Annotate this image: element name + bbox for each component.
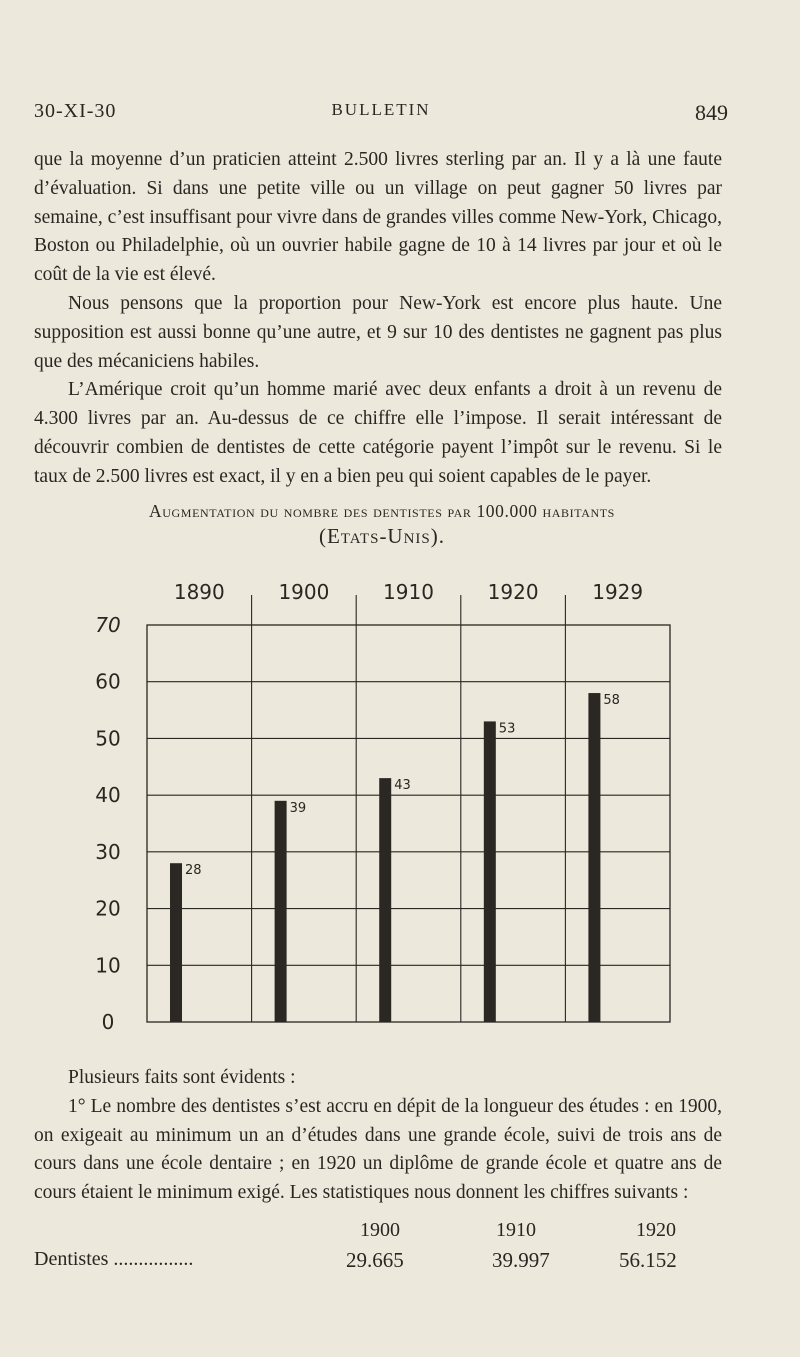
y-tick-label: 30 xyxy=(95,839,121,864)
y-tick-label: 50 xyxy=(95,726,121,751)
stats-value: 56.152 xyxy=(619,1248,677,1272)
y-tick-label: 40 xyxy=(95,783,121,808)
stats-year: 1900 xyxy=(360,1219,400,1241)
y-tick-label: 20 xyxy=(95,896,121,921)
stats-value: 29.665 xyxy=(346,1248,404,1272)
bar-value-label: 28 xyxy=(185,863,202,879)
statistics-table xyxy=(34,1219,734,1289)
bar xyxy=(170,863,182,1022)
paragraph: L’Amérique croit qu’un homme marié avec deux enfants a droit à un revenu de 4.300 livres par an. Au-dessus de ce chiffre elle l’impose. Il serait intéressant de découvrir combien de dentistes de cette catégorie payent l’impôt sur le revenu. Si le taux de 2.500 livres est exact, il y en a bien peu qui soient capables de le payer. xyxy=(34,379,722,487)
bar xyxy=(379,778,391,1022)
bar-chart xyxy=(80,575,680,1035)
y-tick-label: 70 xyxy=(95,613,121,637)
page-number: 849 xyxy=(695,100,728,125)
bar-value-label: 39 xyxy=(289,800,307,816)
bar-value-label: 43 xyxy=(394,778,411,794)
x-category-label: 1890 xyxy=(173,580,225,604)
y-tick-label: 60 xyxy=(95,669,121,694)
chart-subtitle: (Etats-Unis). xyxy=(318,524,446,548)
y-tick-label: 10 xyxy=(95,953,121,978)
paragraph: 1° Le nombre des dentistes s’est accru en dépit de la longueur des études : en 1900, on exigeait au minimum un an d’études dans une grande école, suivi de trois ans de cours dans une école dentaire ; en 1920 un diplôme de grande école et quatre ans de cours étaient le minimum exigé. Les statistiques nous donnent les chiffres suivants : xyxy=(34,1095,722,1204)
y-tick-label: 0 xyxy=(101,1010,115,1034)
bar xyxy=(588,693,600,1022)
bar xyxy=(484,721,496,1022)
paragraph: que la moyenne d’un praticien atteint 2.500 livres sterling par an. Il y a là une faute d’évaluation. Si dans une petite ville ou un village on peut gagner 50 livres par semaine, c’est insuffisant pour vivre dans de grandes villes comme New-York, Chicago, Boston ou Philadelphie, où un ouvrier habile gagne de 10 à 14 livres par jour et où le coût de la vie est élevé. xyxy=(34,149,722,286)
paragraph: Plusieurs faits sont évidents : xyxy=(68,1067,296,1088)
bar xyxy=(275,801,287,1022)
x-category-label: 1900 xyxy=(278,580,330,604)
bar-value-label: 58 xyxy=(603,693,620,709)
x-category-label: 1910 xyxy=(383,580,434,604)
chart-title: Augmentation du nombre des dentistes par 100.000 habitants xyxy=(149,501,615,521)
running-header xyxy=(34,100,728,130)
x-category-label: 1920 xyxy=(487,580,539,604)
x-category-label: 1929 xyxy=(592,580,644,604)
stats-value: 39.997 xyxy=(492,1248,550,1272)
stats-year: 1910 xyxy=(496,1219,536,1241)
body-text-bottom xyxy=(34,1064,722,1208)
bar-value-label: 53 xyxy=(498,721,516,737)
paragraph: Nous pensons que la proportion pour New-York est encore plus haute. Une supposition est aussi bonne qu’une autre, et 9 sur 10 des dentistes ne gagnent pas plus que des mécaniciens habiles. xyxy=(34,292,722,372)
stats-row-label: Dentistes ................ xyxy=(34,1248,194,1270)
body-text-top xyxy=(34,146,722,492)
stats-year: 1920 xyxy=(636,1219,676,1241)
header-journal-title: BULLETIN xyxy=(331,100,431,119)
header-date: 30-XI-30 xyxy=(34,100,117,122)
